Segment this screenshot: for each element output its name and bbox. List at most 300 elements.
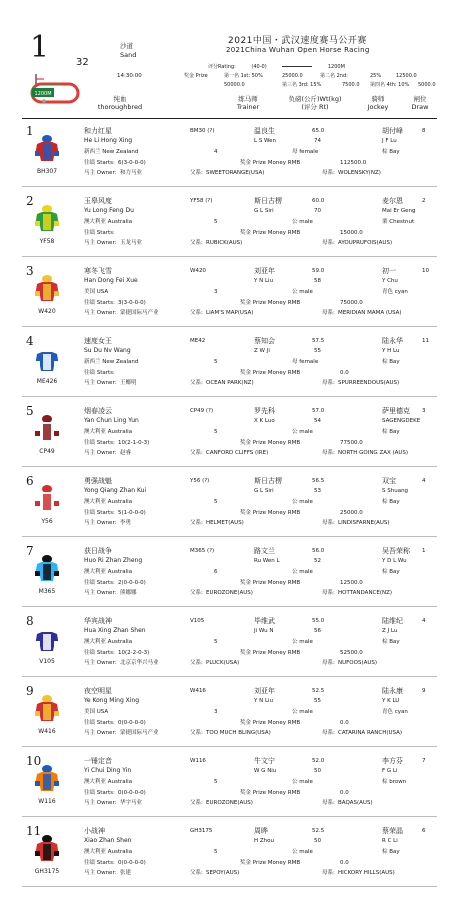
race-title-en: 2021China Wuhan Open Horse Racing: [226, 46, 370, 54]
jockey-silk-icon: [34, 484, 60, 512]
divider: [282, 66, 312, 67]
sire-value: EUROZONE(AUS): [206, 590, 253, 596]
trainer-cn: 刘亚年: [254, 267, 275, 275]
trainer-en: W G Niu: [254, 768, 277, 774]
horse-name-cn: 获日战争: [84, 547, 112, 555]
sire-label: 父系:: [190, 450, 203, 456]
jockey-silk-icon: [34, 134, 60, 162]
horse-brand: W416: [190, 688, 206, 694]
trainer-cn: 斯日古楞: [254, 197, 282, 205]
owner-label: 马主 Owner:: [84, 520, 117, 526]
horse-age: 5: [214, 779, 218, 785]
runner-row: [22, 474, 442, 544]
horse-origin: 澳大利亚 Australia: [84, 219, 133, 225]
rating-value: 52: [314, 558, 321, 564]
col-weight: 负磅(公斤)Wt(kg) (评分 Rt): [288, 95, 342, 111]
runner-row: [22, 264, 442, 334]
owner-value: 张建: [120, 870, 132, 876]
sire-value: RUBICK(AUS): [206, 240, 243, 246]
rating-range: (40-0): [251, 64, 267, 70]
row-divider: [22, 256, 437, 257]
draw-value: 1: [422, 548, 426, 554]
horse-name-en: Su Du Nv Wang: [84, 347, 131, 354]
owner-value: 和力马业: [120, 170, 143, 176]
horse-color: 棕 brown: [382, 779, 407, 785]
surface-cn: 沙道: [120, 42, 133, 50]
prize-value: 25000.0: [340, 510, 363, 516]
horse-brand: M365 (?): [190, 548, 215, 554]
trainer-en: G L Siri: [254, 488, 274, 494]
prize-label: 奖金 Prize Money RMB: [240, 650, 301, 656]
prize-value: 0.0: [340, 860, 349, 866]
runner-number: 4: [26, 334, 34, 348]
owner-label: 马主 Owner:: [84, 800, 117, 806]
jockey-en: R C Li: [382, 838, 398, 844]
horse-name-en: Hua Xing Zhan Shen: [84, 627, 146, 634]
trainer-cn: 罗先科: [254, 407, 275, 415]
rating-value: 58: [314, 278, 321, 284]
record-label: 往绩 Starts:: [84, 370, 115, 376]
horse-sex: 母 female: [292, 149, 319, 155]
trainer-cn: 路文兰: [254, 547, 275, 555]
record-value: 2(0-0-0-0): [118, 580, 146, 586]
prize-value: 0.0: [340, 790, 349, 796]
dam-label: 母系:: [322, 660, 335, 666]
horse-name-en: Yu Long Feng Du: [84, 207, 134, 214]
prize-label: 奖金 Prize Money RMB: [240, 510, 301, 516]
jockey-en: Y K LU: [382, 698, 400, 704]
horse-brand: W116: [190, 758, 206, 764]
horse-brand: BM30 (?): [190, 128, 215, 134]
prize-value: 12500.0: [340, 580, 363, 586]
sire-label: 父系:: [190, 380, 203, 386]
record-label: 往绩 Starts:: [84, 650, 115, 656]
weight-value: 55.0: [312, 618, 325, 624]
runner-row: [22, 404, 442, 474]
jockey-silk-icon: [34, 274, 60, 302]
sire-label: 父系:: [190, 870, 203, 876]
jockey-en: F G Li: [382, 768, 398, 774]
dam-label: 母系:: [322, 870, 335, 876]
row-divider: [22, 396, 437, 397]
trainer-cn: 牛文宁: [254, 757, 275, 765]
jockey-silk-icon: [34, 834, 60, 862]
horse-color: 棕 Bay: [382, 359, 400, 365]
jockey-cn: 胡付峰: [382, 127, 403, 135]
owner-label: 马主 Owner:: [84, 660, 117, 666]
rating-value: 54: [314, 418, 321, 424]
dam-label: 母系:: [322, 170, 335, 176]
jockey-en: SAGENGDEKE: [382, 418, 421, 424]
horse-code: W416: [38, 728, 56, 735]
rating-band: [208, 63, 448, 70]
sire-value: EUROZONE(AUS): [206, 800, 253, 806]
dam-value: HICKORY HILLS(AUS): [338, 870, 395, 876]
dam-label: 母系:: [322, 520, 335, 526]
runner-row: [22, 194, 442, 264]
rating-value: 50: [314, 768, 321, 774]
trainer-cn: 周晔: [254, 827, 268, 835]
trainer-en: Ru Wen L: [254, 558, 280, 564]
trainer-en: Y N Liu: [254, 698, 274, 704]
runner-number: 5: [26, 404, 34, 418]
record-value: 6(3-0-0-0): [118, 160, 146, 166]
sire-value: SEPOY(AUS): [206, 870, 240, 876]
jockey-silk-icon: [34, 624, 60, 652]
owner-label: 马主 Owner:: [84, 450, 117, 456]
horse-sex: 母 female: [292, 359, 319, 365]
jockey-cn: 李方芬: [382, 757, 403, 765]
owner-value: 玉龙马业: [120, 240, 143, 246]
horse-name-cn: 小战神: [84, 827, 105, 835]
rating-label: 评分Rating:: [208, 64, 236, 70]
record-label: 往绩 Starts:: [84, 300, 115, 306]
horse-origin: 美国 USA: [84, 289, 109, 295]
jockey-silk-icon: [34, 204, 60, 232]
horse-origin: 美国 USA: [84, 709, 109, 715]
horse-origin: 澳大利亚 Australia: [84, 639, 133, 645]
owner-value: 蒙捷国际马产业: [120, 310, 159, 316]
draw-value: 11: [422, 338, 429, 344]
sire-value: OCEAN PARK(NZ): [206, 380, 254, 386]
dam-value: CATARINA RANCH(USA): [338, 730, 403, 736]
horse-name-cn: 烟春凌云: [84, 407, 112, 415]
draw-value: 9: [422, 688, 426, 694]
horse-origin: 澳大利亚 Australia: [84, 569, 133, 575]
runner-number: 3: [26, 264, 34, 278]
horse-name-en: Yan Chun Ling Yun: [84, 417, 139, 424]
jockey-silk-icon: [34, 764, 60, 792]
dam-value: MERIDIAN MAMA (USA): [338, 310, 402, 316]
horse-name-en: Yong Qiang Zhan Kui: [84, 487, 147, 494]
horse-origin: 澳大利亚 Australia: [84, 849, 133, 855]
dam-value: LINDISFARNE(AUS): [338, 520, 390, 526]
jockey-en: Y D L Wu: [382, 558, 407, 564]
start-time: 14:30:00: [117, 73, 142, 79]
race-title-cn: 2021中国・武汉速度赛马公开赛: [228, 36, 367, 46]
weight-value: 52.5: [312, 828, 325, 834]
dam-value: BAQAS(AUS): [338, 800, 373, 806]
horse-color: 棕 Bay: [382, 149, 400, 155]
jockey-cn: 初一: [382, 267, 396, 275]
horse-color: 棕 Bay: [382, 849, 400, 855]
horse-origin: 澳大利亚 Australia: [84, 429, 133, 435]
jockey-silk-icon: [34, 344, 60, 372]
sire-label: 父系:: [190, 590, 203, 596]
horse-name-cn: 寒冬飞雪: [84, 267, 112, 275]
horse-name-en: Ye Kong Ming Xing: [84, 697, 140, 704]
runner-number: 2: [26, 194, 34, 208]
draw-value: 7: [422, 758, 426, 764]
jockey-en: Z J Lu: [382, 628, 398, 634]
owner-value: 华宇马业: [120, 800, 143, 806]
owner-value: 李勇: [120, 520, 132, 526]
rating-value: 74: [314, 138, 321, 144]
owner-value: 熊娜娜: [120, 590, 137, 596]
record-value: 0(0-0-0-0): [118, 790, 146, 796]
horse-code: W420: [38, 308, 56, 315]
sire-value: HELMET(AUS): [206, 520, 244, 526]
prize-label: 奖金 Prize Money RMB: [240, 860, 301, 866]
horse-brand: W420: [190, 268, 206, 274]
weight-value: 56.0: [312, 548, 325, 554]
row-divider: [22, 186, 437, 187]
runner-row: [22, 544, 442, 614]
trainer-cn: 温良生: [254, 127, 275, 135]
sire-value: PLUCK(USA): [206, 660, 240, 666]
owner-value: 赵睿: [120, 450, 132, 456]
prize-label: 奖金 Prize Money RMB: [240, 230, 301, 236]
col-draw: 闸位 Draw: [411, 95, 429, 111]
horse-brand: V105: [190, 618, 205, 624]
runner-row: [22, 124, 442, 194]
horse-color: 栗 Chestnut: [382, 219, 415, 225]
record-label: 往绩 Starts:: [84, 790, 115, 796]
prize-label: 奖金 Prize Money RMB: [240, 160, 301, 166]
horse-origin: 新西兰 New Zealand: [84, 359, 139, 365]
prize-label: 奖金 Prize Money RMB: [240, 370, 301, 376]
owner-label: 马主 Owner:: [84, 380, 117, 386]
record-value: 10(2-1-0-3): [118, 440, 150, 446]
horse-color: 棕 Bay: [382, 639, 400, 645]
owner-label: 马主 Owner:: [84, 310, 117, 316]
prize-label: 奖金 Prize Money RMB: [240, 300, 301, 306]
sire-value: SWEETORANGE(USA): [206, 170, 265, 176]
trainer-cn: 斯日古楞: [254, 477, 282, 485]
prize-value: 75000.0: [340, 300, 363, 306]
record-label: 往绩 Starts:: [84, 720, 115, 726]
dam-label: 母系:: [322, 240, 335, 246]
owner-label: 马主 Owner:: [84, 730, 117, 736]
draw-value: 10: [422, 268, 429, 274]
horse-origin: 新西兰 New Zealand: [84, 149, 139, 155]
dam-label: 母系:: [322, 380, 335, 386]
trainer-cn: 蔡知会: [254, 337, 275, 345]
trainer-en: X K Luo: [254, 418, 275, 424]
col-jockey: 骑师 Jockey: [367, 95, 389, 111]
draw-value: 2: [422, 198, 426, 204]
trainer-en: H Zhou: [254, 838, 274, 844]
horse-sex: 公 male: [292, 499, 313, 505]
rating-value: 56: [314, 628, 321, 634]
dam-value: HOTTANDANCE(NZ): [338, 590, 393, 596]
horse-name-cn: 和力红星: [84, 127, 112, 135]
sire-value: CANFORD CLIFFS (IRE): [206, 450, 269, 456]
horse-age: 5: [214, 849, 218, 855]
row-divider: [22, 816, 437, 817]
horse-brand: Y56 (?): [190, 478, 210, 484]
weight-value: 60.0: [312, 198, 325, 204]
weight-value: 57.0: [312, 408, 325, 414]
horse-color: 青色 cyan: [382, 709, 408, 715]
trainer-en: Z W Ji: [254, 348, 270, 354]
draw-value: 8: [422, 128, 426, 134]
prize-table: 奖金 Prize 第一名 1st: 50% 25000.0 第二名 2nd: 25% 12500.0 50000.0 第三名 3rd: 15% 7500.0 第四名 4th: 10% 5000.0: [184, 73, 436, 88]
runner-number: 7: [26, 544, 34, 558]
row-divider: [22, 746, 437, 747]
record-value: 10(2-2-0-3): [118, 650, 150, 656]
weight-value: 56.5: [312, 478, 325, 484]
horse-name-cn: 勇强战魁: [84, 477, 112, 485]
record-value: 0(0-0-0-0): [118, 720, 146, 726]
prize-label: 奖金 Prize Money RMB: [240, 440, 301, 446]
record-label: 往绩 Starts:: [84, 510, 115, 516]
runner-number: 9: [26, 684, 34, 698]
runner-number: 6: [26, 474, 34, 488]
owner-label: 马主 Owner:: [84, 590, 117, 596]
weight-value: 59.0: [312, 268, 325, 274]
row-divider: [22, 606, 437, 607]
horse-age: 5: [214, 359, 218, 365]
record-value: 5(1-0-0-0): [118, 510, 146, 516]
row-divider: [22, 536, 437, 537]
jockey-cn: 蔡荣晶: [382, 827, 403, 835]
dam-label: 母系:: [322, 730, 335, 736]
owner-label: 马主 Owner:: [84, 240, 117, 246]
record-label: 往绩 Starts:: [84, 580, 115, 586]
runner-number: 11: [26, 824, 42, 838]
horse-age: 6: [214, 569, 218, 575]
rating-value: 50: [314, 838, 321, 844]
owner-label: 马主 Owner:: [84, 870, 117, 876]
record-label: 往绩 Starts:: [84, 440, 115, 446]
prize-value: 0.0: [340, 720, 349, 726]
header-divider: [22, 118, 437, 119]
runner-row: [22, 684, 442, 754]
row-divider: [22, 886, 437, 887]
trainer-cn: 毕维武: [254, 617, 275, 625]
jockey-en: Mai Er Geng: [382, 208, 416, 214]
horse-sex: 公 male: [292, 289, 313, 295]
horse-code: V105: [39, 658, 55, 665]
horse-name-en: Huo Ri Zhan Zheng: [84, 557, 143, 564]
jockey-en: Y H Lu: [382, 348, 400, 354]
jockey-silk-icon: [34, 554, 60, 582]
prize-value: 52500.0: [340, 650, 363, 656]
horse-code: CP49: [39, 448, 55, 455]
dam-label: 母系:: [322, 310, 335, 316]
owner-value: 王椰明: [120, 380, 137, 386]
record-label: 往绩 Starts:: [84, 230, 115, 236]
horse-brand: ME42: [190, 338, 206, 344]
prize-value: 77500.0: [340, 440, 363, 446]
rating-value: 55: [314, 698, 321, 704]
horse-age: 5: [214, 639, 218, 645]
prize-value: 112500.0: [340, 160, 367, 166]
runner-row: [22, 824, 442, 894]
rating-value: 53: [314, 488, 321, 494]
horse-color: 棕 Bay: [382, 499, 400, 505]
draw-value: 4: [422, 618, 426, 624]
runner-row: [22, 334, 442, 404]
svg-text:1200M: 1200M: [34, 91, 52, 97]
horse-sex: 公 male: [292, 849, 313, 855]
col-horse: 纯血 thoroughbred: [97, 95, 143, 111]
runner-number: 8: [26, 614, 34, 628]
horse-code: M365: [38, 588, 56, 595]
dam-value: AYOUPRUFOIS(AUS): [338, 240, 393, 246]
horse-code: W116: [38, 798, 56, 805]
weight-value: 52.0: [312, 758, 325, 764]
sire-label: 父系:: [190, 800, 203, 806]
horse-origin: 澳大利亚 Australia: [84, 779, 133, 785]
jockey-cn: 双宝: [382, 477, 396, 485]
horse-code: ME426: [36, 378, 58, 385]
horse-sex: 公 male: [292, 779, 313, 785]
trainer-en: Ji Wu N: [254, 628, 274, 634]
horse-sex: 公 male: [292, 639, 313, 645]
jockey-silk-icon: [34, 694, 60, 722]
prize-value: 15000.0: [340, 230, 363, 236]
horse-sex: 公 male: [292, 219, 313, 225]
dam-label: 母系:: [322, 590, 335, 596]
jockey-cn: 吴吾荣称: [382, 547, 410, 555]
horse-sex: 公 male: [292, 569, 313, 575]
horse-name-cn: 华宾战神: [84, 617, 112, 625]
dam-label: 母系:: [322, 450, 335, 456]
sire-label: 父系:: [190, 240, 203, 246]
rating-value: 70: [314, 208, 321, 214]
prize-label: 奖金 Prize Money RMB: [240, 720, 301, 726]
trainer-en: L S Wen: [254, 138, 277, 144]
horse-name-cn: 夜空明星: [84, 687, 112, 695]
jockey-en: S Shuang: [382, 488, 409, 494]
horse-name-cn: 一锤定音: [84, 757, 112, 765]
runner-number: 1: [26, 124, 34, 138]
sire-label: 父系:: [190, 730, 203, 736]
jockey-cn: 萨里德克: [382, 407, 410, 415]
runner-row: [22, 614, 442, 684]
trainer-cn: 刘亚年: [254, 687, 275, 695]
horse-name-cn: 速度女王: [84, 337, 112, 345]
horse-brand: GH3175: [190, 828, 213, 834]
horse-sex: 公 male: [292, 429, 313, 435]
sire-label: 父系:: [190, 520, 203, 526]
horse-code: YF58: [39, 238, 55, 245]
jockey-cn: 陆永康: [382, 687, 403, 695]
horse-age: 5: [214, 219, 218, 225]
prize-label: 奖金 Prize Money RMB: [240, 790, 301, 796]
record-value: 3(3-0-0-0): [118, 300, 146, 306]
trainer-en: G L Siri: [254, 208, 274, 214]
race-id: 32: [76, 57, 89, 68]
draw-value: 4: [422, 478, 426, 484]
horse-code: Y56: [41, 518, 53, 525]
dam-value: NORTH GOING ZAX (AUS): [338, 450, 409, 456]
rating-distance: 1200M: [327, 64, 345, 70]
horse-name-cn: 玉皋风度: [84, 197, 112, 205]
col-trainer: 练马师 Trainer: [236, 95, 260, 111]
prize-value: 0.0: [340, 370, 349, 376]
owner-value: 蒙捷国际马产业: [120, 730, 159, 736]
draw-value: 3: [422, 408, 426, 414]
horse-brand: CP49 (?): [190, 408, 214, 414]
jockey-en: J F Lu: [382, 138, 397, 144]
jockey-en: Y Chu: [382, 278, 398, 284]
sire-value: TOO MUCH BLING(USA): [206, 730, 271, 736]
row-divider: [22, 466, 437, 467]
sire-label: 父系:: [190, 170, 203, 176]
dam-value: WOLENSKY(NZ): [338, 170, 381, 176]
runner-number: 10: [26, 754, 42, 768]
surface-en: Sand: [120, 51, 137, 59]
record-label: 往绩 Starts:: [84, 860, 115, 866]
dam-label: 母系:: [322, 800, 335, 806]
horse-sex: 公 male: [292, 709, 313, 715]
dam-value: NUFOOS(AUS): [338, 660, 378, 666]
horse-code: BH307: [36, 168, 58, 175]
weight-value: 65.0: [312, 128, 325, 134]
